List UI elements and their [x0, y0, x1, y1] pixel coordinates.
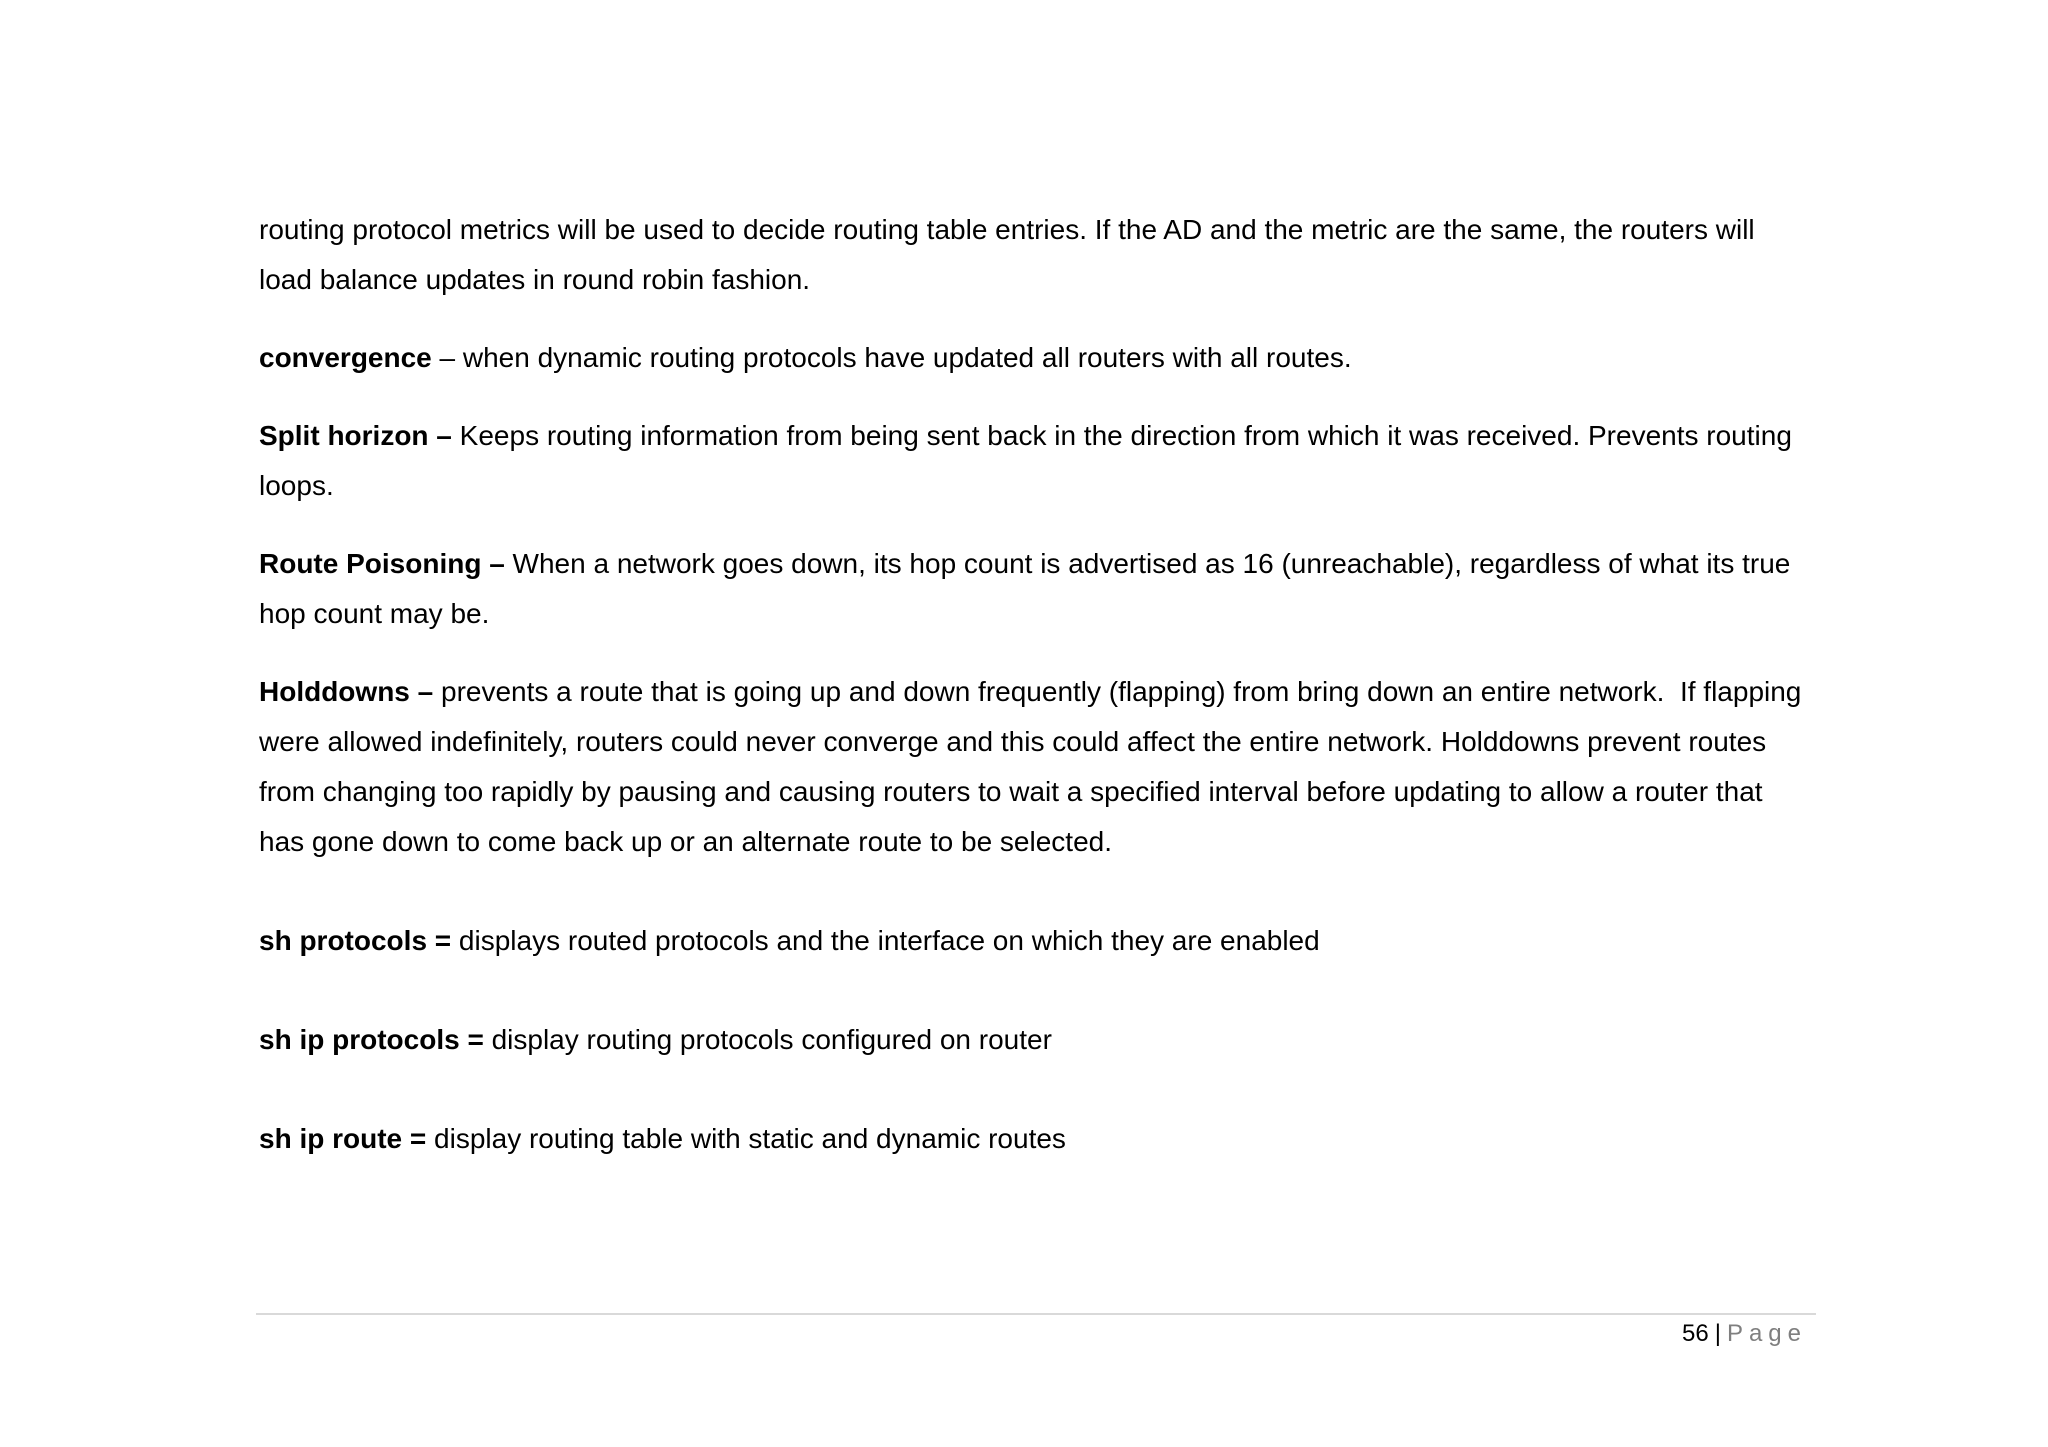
page-footer: [1682, 1317, 1807, 1351]
paragraph-split-horizon: [259, 411, 1809, 511]
command-sh-ip-route: [259, 1114, 1809, 1164]
command-sh-protocols: [259, 916, 1809, 966]
footer-separator: |: [1714, 1320, 1721, 1347]
paragraph-holddowns: [259, 667, 1809, 867]
paragraph-text: – when dynamic routing protocols have updated all routers with all routes.: [431, 342, 1352, 373]
command-description: display routing protocols configured on router: [483, 1024, 1052, 1055]
command-term: sh ip protocols =: [259, 1024, 484, 1055]
paragraph-text: Keeps routing information from being sent back in the direction from which it was received. Prevents routing loops.: [259, 420, 1800, 501]
term-split-horizon: Split horizon –: [259, 420, 452, 451]
paragraph-text: When a network goes down, its hop count is advertised as 16 (unreachable), regardless of what its true hop count may be.: [259, 548, 1799, 629]
paragraph-text: prevents a route that is going up and down frequently (flapping) from bring down an entire network. If flapping were allowed indefinitely, routers could never converge and this could affect the entire network. Holddowns prevent routes from changing too rapidly by pausing and causing routers to wait a specified interval before updating to allow a router that has gone down to come back up or an alternate route to be selected.: [259, 676, 1810, 857]
paragraph-convergence: [259, 333, 1809, 383]
term-holddowns: Holddowns –: [259, 676, 434, 707]
paragraph-metrics: [259, 205, 1809, 305]
document-body: [259, 205, 1809, 1213]
command-description: displays routed protocols and the interface on which they are enabled: [451, 925, 1320, 956]
paragraph-route-poisoning: [259, 539, 1809, 639]
footer-divider: [256, 1313, 1816, 1315]
command-sh-ip-protocols: [259, 1015, 1809, 1065]
page-label: Page: [1726, 1320, 1807, 1347]
paragraph-text: routing protocol metrics will be used to decide routing table entries. If the AD and the metric are the same, the routers will load balance updates in round robin fashion.: [259, 214, 1763, 295]
page-number: 56: [1682, 1320, 1709, 1347]
term-convergence: convergence: [259, 342, 432, 373]
command-term: sh ip route =: [259, 1123, 427, 1154]
command-term: sh protocols =: [259, 925, 452, 956]
term-route-poisoning: Route Poisoning –: [259, 548, 505, 579]
command-description: display routing table with static and dynamic routes: [426, 1123, 1066, 1154]
